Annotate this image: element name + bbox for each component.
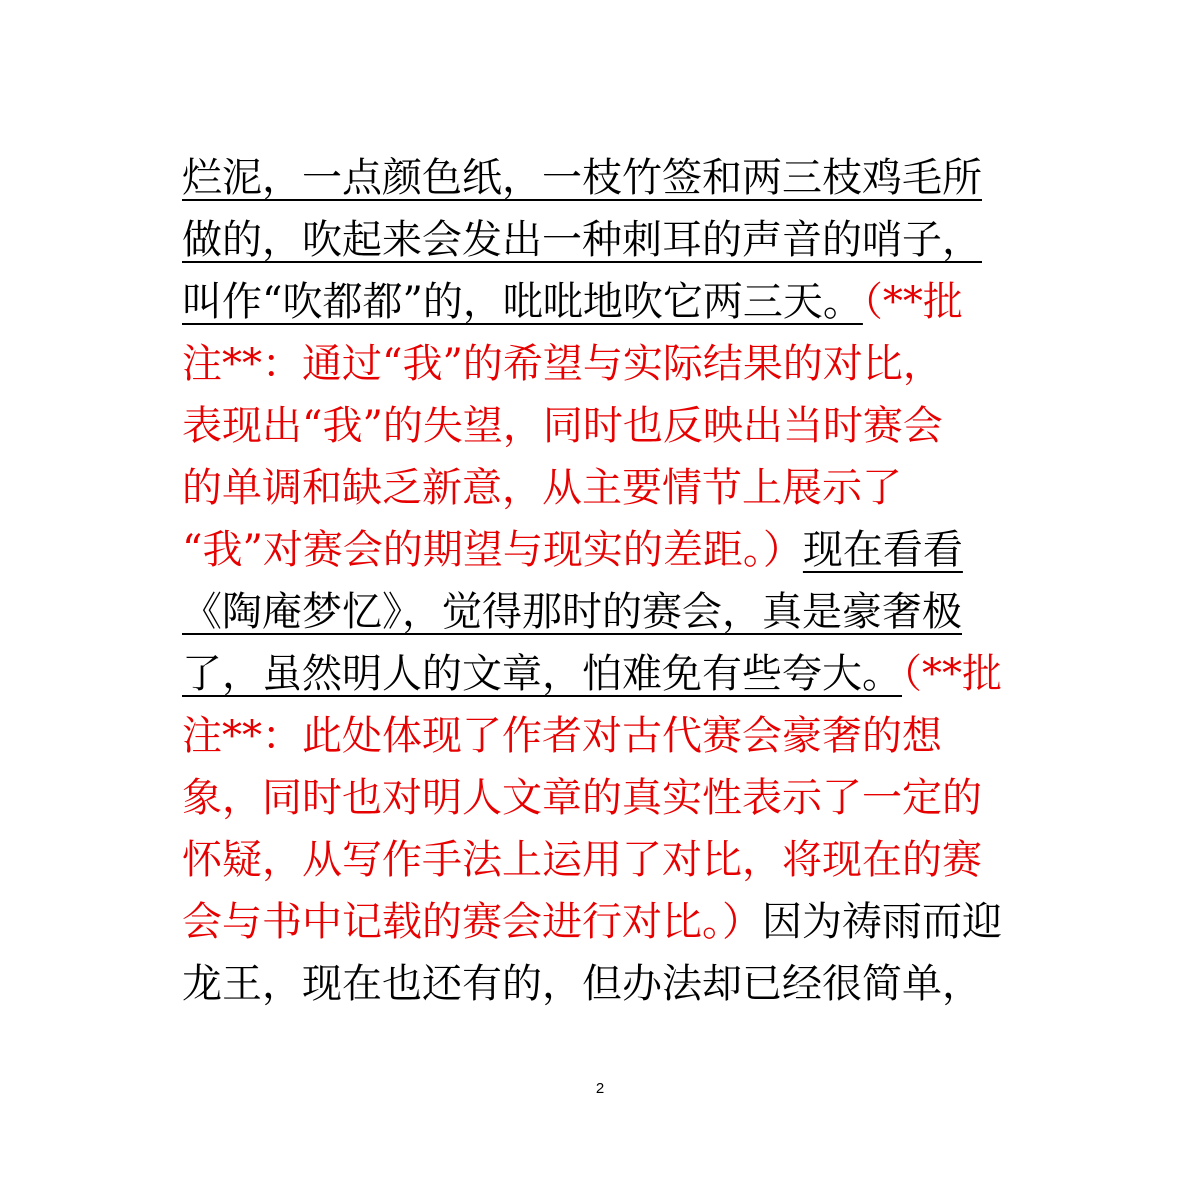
text-line xyxy=(182,153,982,203)
text-line xyxy=(182,649,1002,699)
text-line xyxy=(182,711,942,761)
annotation-text: （**批 xyxy=(902,651,1002,697)
annotation-text: 会与书中记载的赛会进行对比。） xyxy=(182,899,762,945)
text-line xyxy=(182,215,982,265)
text-line xyxy=(182,277,963,327)
body-text-segment: 做的，吹起来会发出一种刺耳的声音的哨子， xyxy=(182,217,982,263)
text-line xyxy=(182,835,982,885)
body-text-segment: 因为祷雨而迎 xyxy=(762,899,1002,945)
text-line xyxy=(182,587,962,637)
text-line xyxy=(182,959,982,1009)
annotation-text: 注**：此处体现了作者对古代赛会豪奢的想 xyxy=(182,713,942,759)
body-text-segment: 了，虽然明人的文章，怕难免有些夸大。 xyxy=(182,651,902,697)
annotation-text: （**批 xyxy=(862,279,963,325)
body-text-segment: 烂泥，一点颜色纸，一枝竹签和两三枝鸡毛所 xyxy=(182,155,982,201)
body-text-segment: 叫作“吹都都”的，吡吡地吹它两三天。 xyxy=(182,279,863,325)
text-line xyxy=(182,401,943,451)
page-number: 2 xyxy=(595,1080,605,1097)
text-line xyxy=(182,339,943,389)
body-text-segment: 龙王，现在也还有的，但办法却已经很简单， xyxy=(182,961,982,1007)
text-line xyxy=(182,773,982,823)
annotation-text: “我”对赛会的期望与现实的差距。） xyxy=(182,527,803,573)
annotation-text: 的单调和缺乏新意，从主要情节上展示了 xyxy=(182,465,902,511)
body-text-segment: 《陶庵梦忆》，觉得那时的赛会，真是豪奢极 xyxy=(182,589,962,635)
annotation-text: 表现出“我”的失望，同时也反映出当时赛会 xyxy=(182,403,943,449)
text-line xyxy=(182,463,902,513)
annotation-text: 怀疑，从写作手法上运用了对比，将现在的赛 xyxy=(182,837,982,883)
text-line xyxy=(182,897,1002,947)
body-text-segment: 现在看看 xyxy=(802,527,963,573)
annotation-text: 象，同时也对明人文章的真实性表示了一定的 xyxy=(182,775,982,821)
annotation-text: 注**：通过“我”的希望与实际结果的对比， xyxy=(182,341,943,387)
text-line xyxy=(182,525,963,575)
